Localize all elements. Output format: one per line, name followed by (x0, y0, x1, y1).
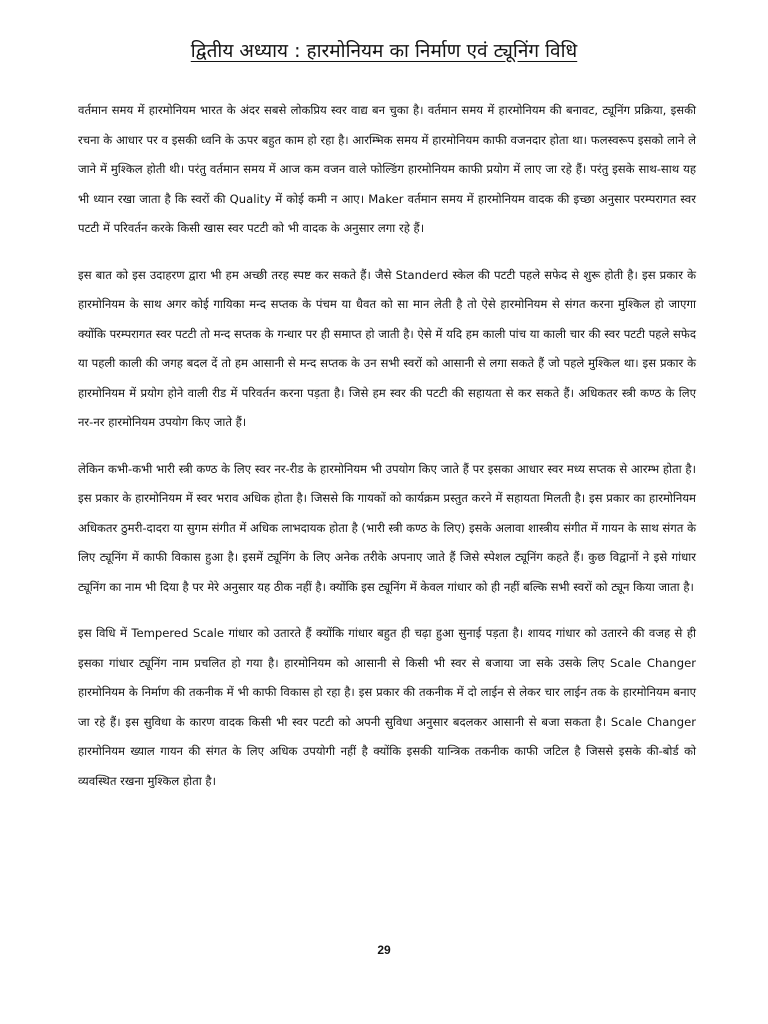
page-number: 29 (377, 943, 391, 957)
paragraph-4: इस विधि में Tempered Scale गांधार को उतारते हैं क्योंकि गांधार बहुत ही चढ़ा हुआ सुनाई पड़ता है। शायद गांधार को उतारने की वजह से ही इसका गांधार ट्यूनिंग नाम प्रचलित हो गया है। हारमोनियम को आसानी से किसी भी स्वर से बजाया जा सके उसके लिए Scale Changer हारमोनियम के निर्माण की तकनीक में भी काफी विकास हो रहा है। इस प्रकार की तकनीक में दो लाईन से लेकर चार लाईन तक के हारमोनियम बनाए जा रहे हैं। इस सुविधा के कारण वादक किसी भी स्वर पटटी को अपनी सुविधा अनुसार बदलकर आसानी से बजा सकता है। Scale Changer हारमोनियम ख्याल गायन की संगत के लिए अधिक उपयोगी नहीं है क्योंकि इसकी यान्त्रिक तकनीक काफी जटिल है जिससे इसके की-बोर्ड को व्यवस्थित रखना मुश्किल होता है। (78, 626, 696, 788)
body-text (78, 96, 696, 813)
paragraph-3: लेकिन कभी-कभी भारी स्त्री कण्ठ के लिए स्वर नर-रीड के हारमोनियम भी उपयोग किए जाते हैं पर इसका आधार स्वर मध्य सप्तक से आरम्भ होता है। इस प्रकार के हारमोनियम में स्वर भराव अधिक होता है। जिससे कि गायकों को कार्यक्रम प्रस्तुत करने में सहायता मिलती है। इस प्रकार का हारमोनियम अधिकतर ठुमरी-दादरा या सुगम संगीत में अधिक लाभदायक होता है (भारी स्त्री कण्ठ के लिए) इसके अलावा शास्त्रीय संगीत में गायन के साथ संगत के लिए ट्यूनिंग में काफी विकास हुआ है। इसमें ट्यूनिंग के लिए अनेक तरीके अपनाए जाते हैं जिसे स्पेशल ट्यूनिंग कहते हैं। कुछ विद्वानों ने इसे गांधार ट्यूनिंग का नाम भी दिया है पर मेरे अनुसार यह ठीक नहीं है। क्योंकि इस ट्यूनिंग में केवल गांधार को ही नहीं बल्कि सभी स्वरों को ट्यून किया जाता है। (78, 461, 696, 594)
chapter-title: द्वितीय अध्याय : हारमोनियम का निर्माण एवं ट्यूनिंग विधि (190, 40, 578, 62)
paragraph-1: वर्तमान समय में हारमोनियम भारत के अंदर सबसे लोकप्रिय स्वर वाद्य बन चुका है। वर्तमान समय में हारमोनियम की बनावट, ट्यूनिंग प्रक्रिया, इसकी रचना के आधार पर व इसकी ध्वनि के ऊपर बहुत काम हो रहा है। आरम्भिक समय में हारमोनियम काफी वजनदार होता था। फलस्वरूप इसको लाने ले जाने में मुश्किल होती थी। परंतु वर्तमान समय में आज कम वजन वाले फोल्डिंग हारमोनियम काफी प्रयोग में लाए जा रहे हैं। परंतु इसके साथ-साथ यह भी ध्यान रखा जाता है कि स्वरों की Quality में कोई कमी न आए। Maker वर्तमान समय में हारमोनियम वादक की इच्छा अनुसार परम्परागत स्वर पटटी में परिवर्तन करके किसी खास स्वर पटटी को भी वादक के अनुसार लगा रहे हैं। (78, 103, 696, 235)
paragraph-2: इस बात को इस उदाहरण द्वारा भी हम अच्छी तरह स्पष्ट कर सकते हैं। जैसे Standerd स्केल की पटटी पहले सफेद से शुरू होती है। इस प्रकार के हारमोनियम के साथ अगर कोई गायिका मन्द सप्तक के पंचम या धैवत को सा मान लेती है तो ऐसे हारमोनियम से संगत करना मुश्किल हो जाएगा क्योंकि परम्परागत स्वर पटटी तो मन्द सप्तक के गन्धार पर ही समाप्त हो जाती है। ऐसे में यदि हम काली पांच या काली चार की स्वर पटटी पहले सफेद या पहली काली की जगह बदल दें तो हम आसानी से मन्द सप्तक के उन सभी स्वरों को आसानी से लगा सकते हैं जो पहले मुश्किल था। इस प्रकार के हारमोनियम में प्रयोग होने वाली रीड में परिवर्तन करना पड़ता है। जिसे हम स्वर की पटटी की सहायता से कर सकते हैं। अधिकतर स्त्री कण्ठ के लिए नर-नर हारमोनियम उपयोग किए जाते हैं। (78, 267, 696, 429)
